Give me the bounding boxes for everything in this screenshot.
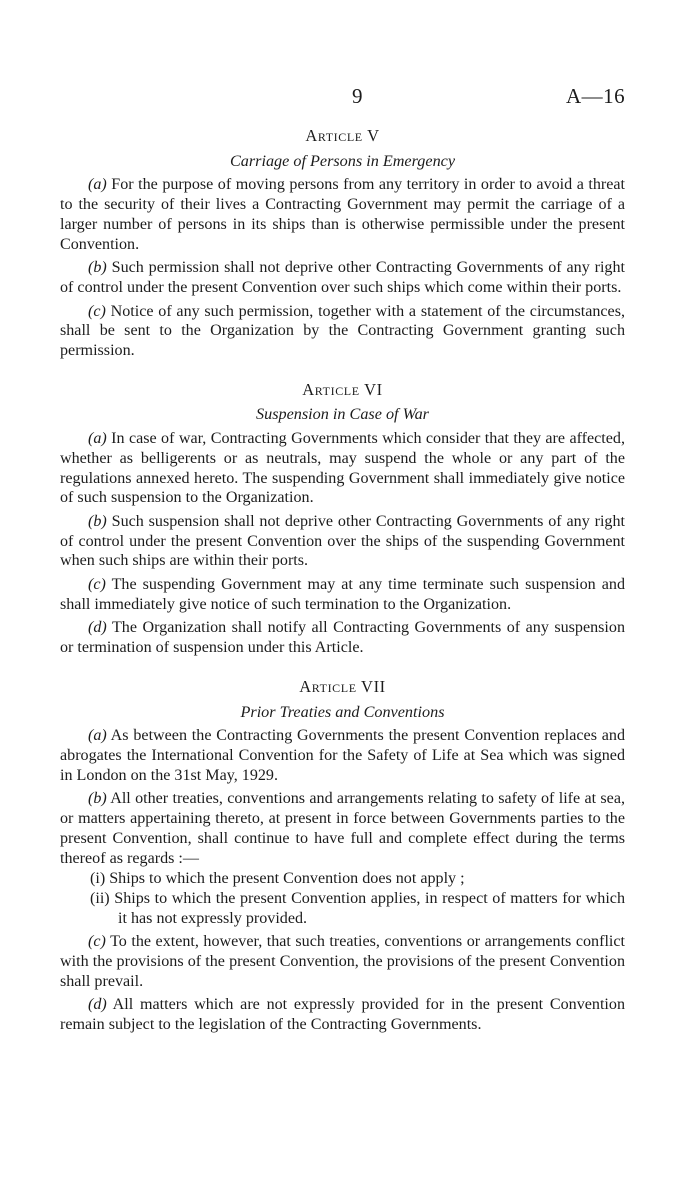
- paragraph-text: To the extent, however, that such treaties, conventions or arrangements conflict with the provisions of the present Convention, the provisions of the present Convention shall prevail.: [60, 933, 625, 990]
- paragraph-label: (c): [88, 302, 106, 320]
- paragraph-label: (c): [88, 933, 106, 951]
- article-vi: [60, 380, 625, 658]
- article-subtitle: Suspension in Case of War: [256, 405, 429, 424]
- paragraph: [60, 175, 625, 254]
- paragraph: [60, 575, 625, 614]
- page-number: 9: [352, 84, 363, 108]
- paragraph-label: (a): [88, 430, 107, 448]
- paragraph-label: (b): [88, 790, 107, 808]
- sub-item: [60, 869, 625, 889]
- paragraph-label: (c): [88, 576, 106, 594]
- document-body: [60, 126, 625, 1039]
- paragraph-text: The Organization shall notify all Contracting Governments of any suspension or termination of suspension under this Article.: [60, 619, 625, 657]
- paragraph: [60, 258, 625, 297]
- article-heading: Article VII: [299, 676, 386, 696]
- paragraph: [60, 429, 625, 508]
- paragraph-text: All other treaties, conventions and arrangements relating to safety of life at sea, or matters appertaining thereto, at present in force between Governments parties to the present Convention, shall continue to have full and complete effect during the terms thereof as regards :—: [60, 790, 625, 867]
- paragraph: [60, 726, 625, 785]
- sub-item-label: (ii): [90, 889, 110, 907]
- sub-item-label: (i): [90, 870, 106, 888]
- paragraph-label: (d): [88, 619, 107, 637]
- paragraph-text: Notice of any such permission, together with a statement of the circumstances, shall be sent to the Organization by the Contracting Government granting such permission.: [60, 302, 625, 360]
- page-reference: A—16: [566, 84, 626, 108]
- paragraph-text: In case of war, Contracting Governments which consider that they are affected, whether as belligerents or as neutrals, may suspend the whole or any part of the regulations annexed hereto. The suspending Government shall immediately give notice of such suspension to the Organization.: [60, 430, 625, 507]
- paragraph: [60, 995, 625, 1034]
- article-subtitle: Prior Treaties and Conventions: [240, 702, 445, 721]
- sub-item-text: Ships to which the present Convention applies, in respect of matters for which it has not expressly provided.: [109, 889, 625, 927]
- paragraph-text: As between the Contracting Governments the present Convention replaces and abrogates the International Convention for the Safety of Life at Sea which was signed in London on the 31st May, 1929.: [60, 727, 625, 784]
- paragraph: [60, 302, 625, 361]
- paragraph-label: (b): [88, 259, 107, 277]
- paragraph-text: For the purpose of moving persons from any territory in order to avoid a threat to the security of their lives a Contracting Government may permit the carriage of a larger number of persons in its ships than is otherwise permissible under the present Convention.: [60, 176, 625, 253]
- article-vii: [60, 677, 625, 1035]
- article-subtitle: Carriage of Persons in Emergency: [229, 151, 456, 170]
- paragraph: [60, 618, 625, 657]
- article-v: [60, 126, 625, 361]
- paragraph: [60, 512, 625, 571]
- article-heading: Article VI: [302, 379, 383, 399]
- paragraph: [60, 932, 625, 991]
- paragraph-text: Such suspension shall not deprive other Contracting Governments of any right of control under the present Convention over the ships of the suspending Government when such ships are within their ports.: [60, 512, 625, 570]
- paragraph-label: (b): [88, 512, 107, 530]
- paragraph-text: Such permission shall not deprive other Contracting Governments of any right of control under the present Convention over such ships which come within their ports.: [60, 259, 625, 296]
- paragraph: [60, 789, 625, 868]
- article-heading: Article V: [305, 126, 380, 145]
- sub-item: [60, 889, 625, 928]
- paragraph-label: (d): [88, 996, 107, 1014]
- paragraph-text: All matters which are not expressly provided for in the present Convention remain subject to the legislation of the Contracting Governments.: [60, 996, 625, 1034]
- paragraph-label: (a): [88, 176, 107, 194]
- paragraph-label: (a): [88, 727, 107, 745]
- sub-item-text: Ships to which the present Convention does not apply ;: [105, 870, 465, 888]
- paragraph-text: The suspending Government may at any time terminate such suspension and shall immediately give notice of such termination to the Organization.: [60, 576, 625, 613]
